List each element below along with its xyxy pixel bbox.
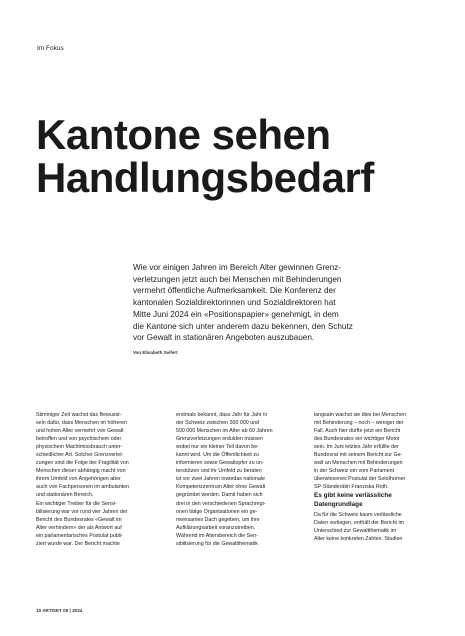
body-line: onen tätige Organisationen ein ge-: [176, 508, 258, 515]
body-line: überwiesenes Postulat der Solothurner: [314, 476, 406, 483]
body-line: langsam wachst sie dies bei Menschen: [314, 412, 406, 418]
body-line: terstützen und ihr Umfeld zu beraten: [176, 468, 262, 475]
body-column-3: [314, 411, 434, 543]
body-line: Alter keine konkreten Zahlen. Studien: [314, 535, 403, 542]
body-line: Aufklärungsarbeit voranzutreiben.: [176, 524, 256, 531]
body-line: ziert wurde war. Der Bericht machte: [36, 540, 120, 547]
body-line: erstmals bekannt, dass Jahr für Jahr in: [176, 412, 268, 418]
body-column-1: [36, 411, 156, 548]
body-line: Menschen dieser abhängig macht von: [36, 468, 126, 475]
headline: [36, 113, 374, 199]
body-line: sein. Im Juni letztes Jahr erfüllte der: [314, 444, 399, 451]
body-line: physischem Machtmissbrauch unter-: [36, 444, 123, 451]
body-line: und hohen Alter vermehrt von Gewalt: [36, 428, 124, 435]
lead-line: verletzungen jetzt auch bei Menschen mit Behinderungen: [133, 274, 342, 284]
body-line: 500 000 Menschen im Alter ab 60 Jahren: [176, 428, 273, 435]
subheading-line: Datengrundlage: [314, 501, 363, 509]
body-line: kannt wird. Um die Öffentlichkeit zu: [176, 452, 259, 459]
body-line: meinsames Dach gegeben, um ihre: [176, 516, 260, 523]
body-line: Da für die Schweiz kaum verlässliche: [314, 511, 402, 518]
lead-line: Mitte Juni 2024 ein «Positionspapier» genehmigt, in dem: [133, 309, 339, 319]
body-line: Kompetenzzentrum Alter ohne Gewalt: [176, 484, 266, 491]
body-line: in der Schweiz ein vom Parlament: [314, 468, 395, 475]
lead-line: die Kantone sich unter anderem dazu bekennen, den Schutz: [133, 321, 353, 331]
body-line: Ein wichtiger Treiber für die Sensi-: [36, 500, 117, 507]
body-line: wobei nur ein kleiner Teil davon be-: [176, 444, 259, 451]
body-line: der Schweiz zwischen 300 000 und: [176, 420, 260, 427]
body-line: ein parlamentarisches Postulat publi-: [36, 532, 123, 539]
body-line: Unterschied zur Gewaltthematik im: [314, 527, 397, 534]
lead-line: Wie vor einigen Jahren im Bereich Alter gewinnen Grenz-: [133, 263, 341, 272]
body-line: Daten vorliegen, enthält der Bericht im: [314, 519, 405, 526]
body-line: SP-Ständerätin Franziska Roth.: [314, 484, 389, 491]
body-line: sein dafür, dass Menschen im höheren: [36, 420, 127, 427]
body-line: zungen sind die Folge der Fragilität von: [36, 460, 129, 467]
body-line: schiedlicher Art. Solcher Grenzverlet-: [36, 452, 124, 459]
body-line: mit Behinderung – noch – weniger der: [314, 420, 404, 427]
body-line: Bericht des Bundesrates «Gewalt im: [36, 516, 122, 523]
body-line: und stationären Bereich.: [36, 492, 94, 499]
body-line: Alter verhindern» der als Antwort auf: [36, 524, 122, 531]
body-line: Grenzverletzungen erdulden müssen: [176, 436, 263, 443]
body-line: gegründet worden. Damit haben sich: [176, 492, 263, 499]
body-line: betroffen und von psychischem oder: [36, 436, 122, 443]
body-line: walt an Menschen mit Behinderungen: [314, 460, 403, 467]
body-line: auch von Fachpersonen im ambulanten: [36, 484, 130, 491]
headline-line: Kantone sehen: [36, 111, 331, 158]
page-footer: 10 ARTISET 09 | 2024: [36, 608, 83, 613]
column-subheading: [314, 492, 434, 509]
byline: Von Elisabeth Seifert: [133, 350, 178, 355]
subheading-line: Es gibt keine verlässliche: [314, 492, 392, 500]
body-line: des Bundesrates ein wichtiger Motor: [314, 436, 400, 443]
lead-paragraph: [133, 262, 388, 344]
body-line: drei in den verschiedenen Sprachregi-: [176, 500, 266, 507]
body-line: Stimmiger Zeit wachst das Bewusst-: [36, 412, 122, 418]
body-line: informieren sowie Gewaltopfer zu un-: [176, 460, 264, 467]
body-line: Bundesrat mit seinem Bericht zur Ge-: [314, 452, 403, 459]
body-line: Während im Altersbereich die Sen-: [176, 532, 258, 539]
body-line: bilisierung war vor rund vier Jahren der: [36, 508, 128, 515]
lead-line: vor Gewalt in stationären Angeboten auszubauen.: [133, 333, 315, 343]
body-line: ist vor zwei Jahren inwiedas nationale: [176, 476, 265, 483]
lead-line: kantonalen Sozialdirektorinnen und Sozialdirektoren hat: [133, 298, 336, 308]
body-column-2: [176, 411, 296, 548]
body-line: ihrem Umfeld von Angehörigen aber: [36, 476, 121, 483]
section-kicker: Im Fokus: [37, 45, 64, 52]
headline-line: Handlungsbedarf: [36, 154, 374, 201]
body-line: sibilisierung für die Gewaltthematik: [176, 540, 258, 547]
lead-line: vermehrt öffentliche Aufmerksamkeit. Die Konferenz der: [133, 286, 336, 296]
body-line: Fall. Auch hier dürfte jetzt ein Bericht: [314, 428, 401, 435]
